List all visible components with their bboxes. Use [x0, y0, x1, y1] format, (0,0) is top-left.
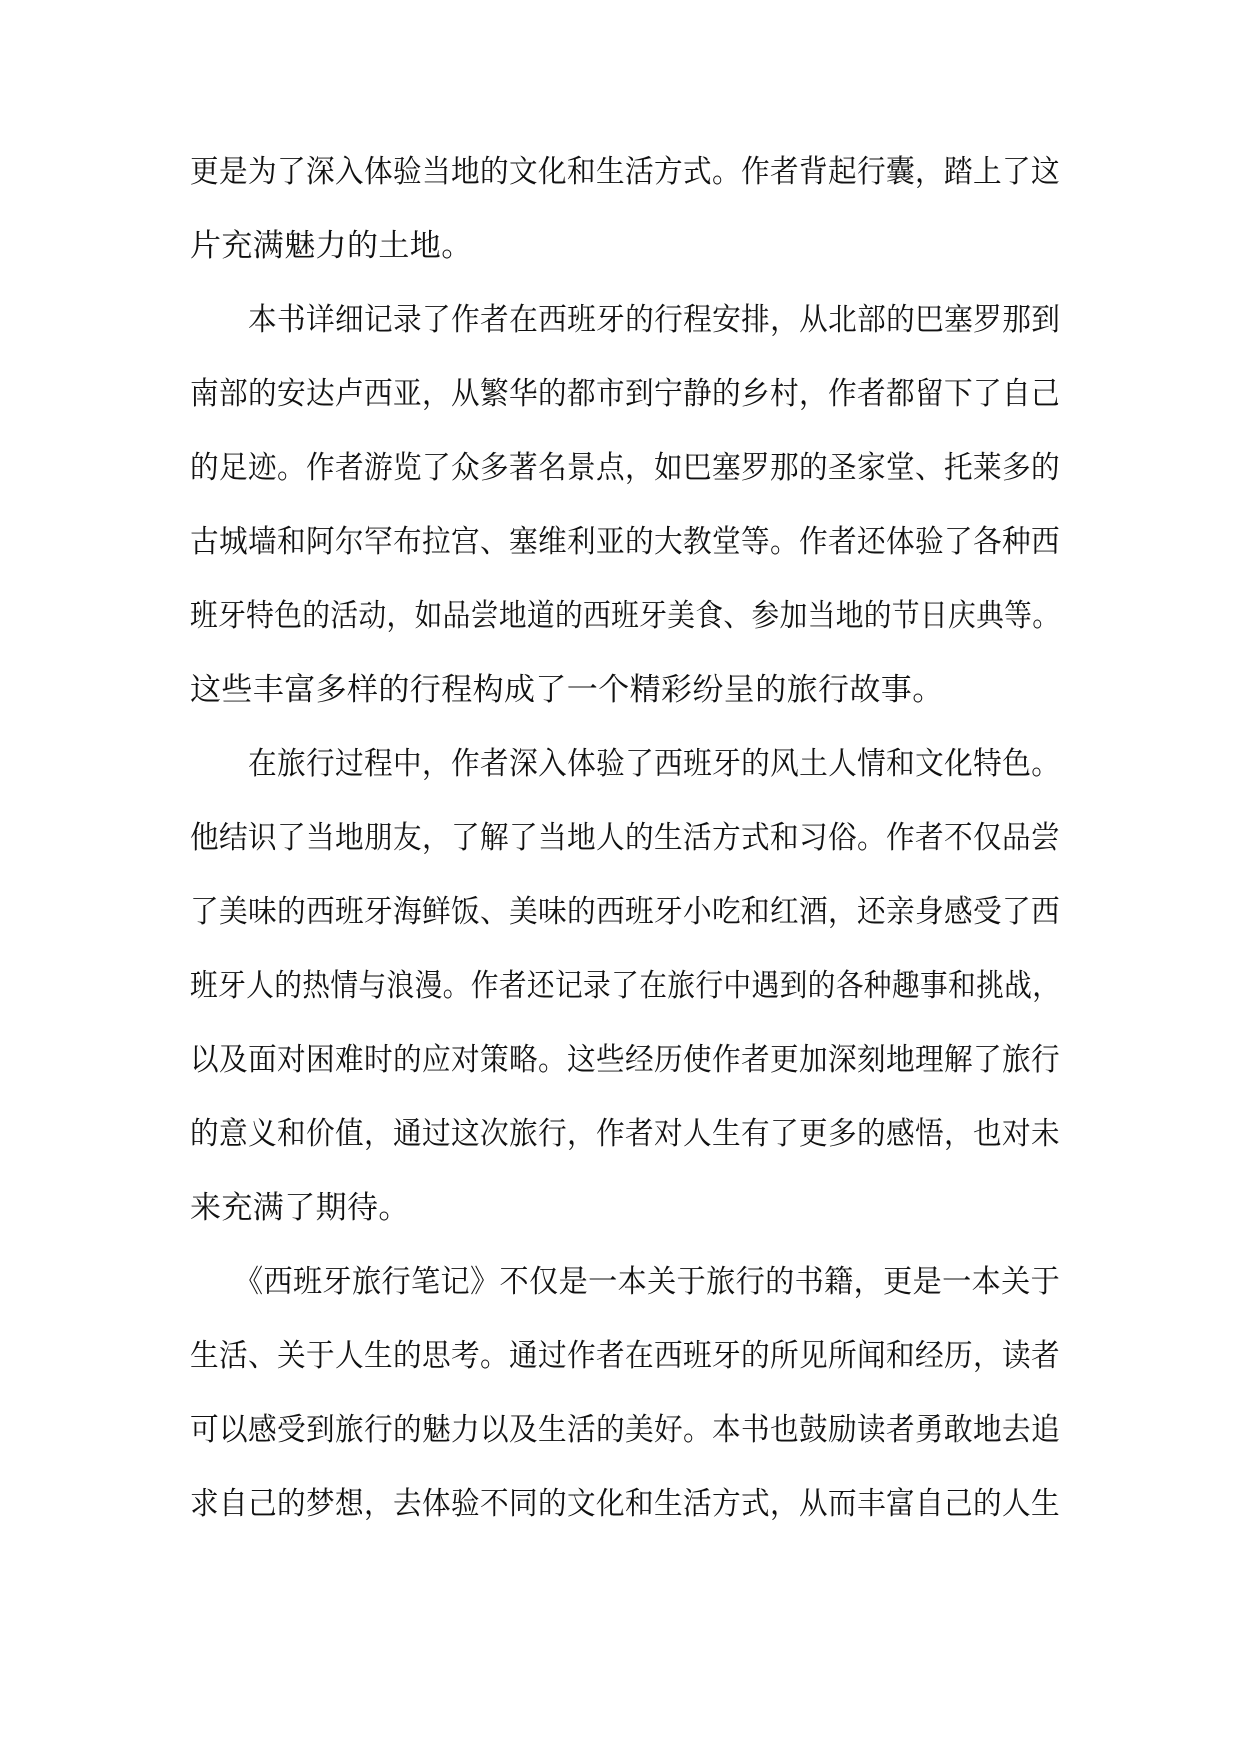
- text-line: 片充满魅力的土地。: [190, 228, 473, 264]
- paragraph-first-line: 在旅行过程中，作者深入体验了西班牙的风土人情和文化特色。: [248, 746, 1061, 782]
- text-line: 可以感受到旅行的魅力以及生活的美好。本书也鼓励读者勇敢地去追: [190, 1412, 1061, 1448]
- text-line: 以及面对困难时的应对策略。这些经历使作者更加深刻地理解了旅行: [190, 1042, 1061, 1078]
- text-line: 的意义和价值，通过这次旅行，作者对人生有了更多的感悟，也对未: [190, 1116, 1061, 1152]
- text-line: 求自己的梦想，去体验不同的文化和生活方式，从而丰富自己的人生: [190, 1486, 1061, 1522]
- paragraph-first-line: 《西班牙旅行笔记》不仅是一本关于旅行的书籍，更是一本关于: [234, 1264, 1061, 1300]
- text-line: 他结识了当地朋友，了解了当地人的生活方式和习俗。作者不仅品尝: [190, 820, 1061, 856]
- text-line: 的足迹。作者游览了众多著名景点，如巴塞罗那的圣家堂、托莱多的: [190, 450, 1061, 486]
- text-line: 来充满了期待。: [190, 1190, 410, 1226]
- text-line: 班牙特色的活动，如品尝地道的西班牙美食、参加当地的节日庆典等。: [190, 598, 1061, 634]
- text-line: 更是为了深入体验当地的文化和生活方式。作者背起行囊，踏上了这: [190, 154, 1061, 190]
- text-line: 古城墙和阿尔罕布拉宫、塞维利亚的大教堂等。作者还体验了各种西: [190, 524, 1061, 560]
- text-line: 班牙人的热情与浪漫。作者还记录了在旅行中遇到的各种趣事和挑战，: [190, 968, 1061, 1004]
- text-line: 这些丰富多样的行程构成了一个精彩纷呈的旅行故事。: [190, 672, 944, 708]
- paragraph-first-line: 本书详细记录了作者在西班牙的行程安排，从北部的巴塞罗那到: [248, 302, 1061, 338]
- text-line: 生活、关于人生的思考。通过作者在西班牙的所见所闻和经历，读者: [190, 1338, 1061, 1374]
- text-line: 了美味的西班牙海鲜饭、美味的西班牙小吃和红酒，还亲身感受了西: [190, 894, 1061, 930]
- text-line: 南部的安达卢西亚，从繁华的都市到宁静的乡村，作者都留下了自己: [190, 376, 1061, 412]
